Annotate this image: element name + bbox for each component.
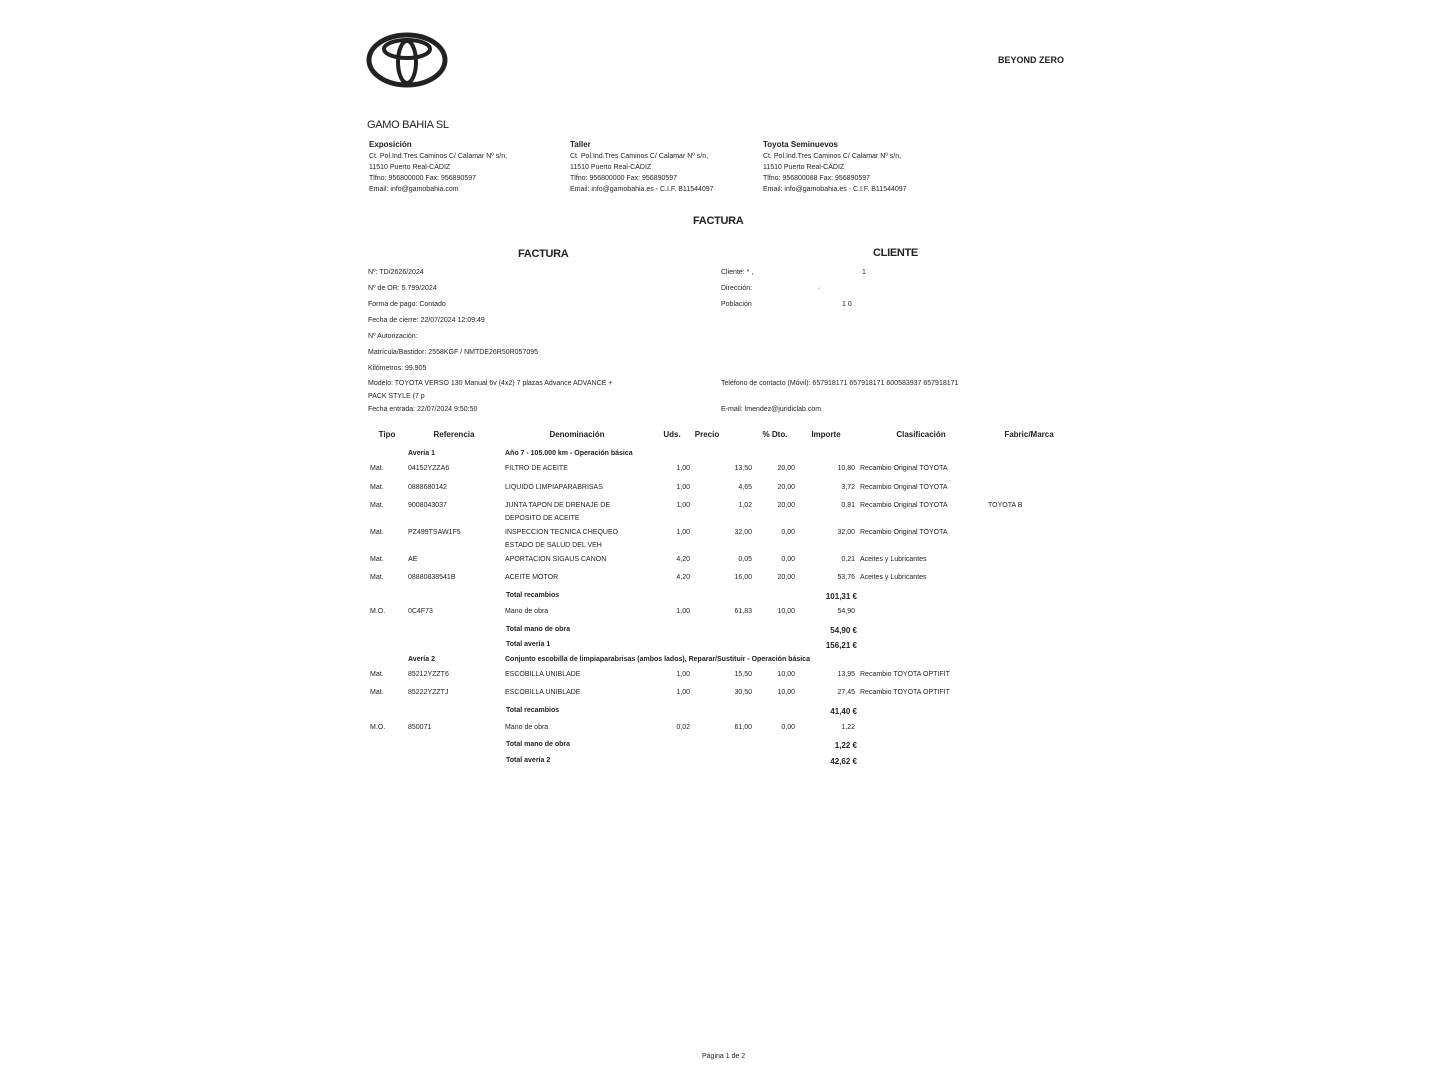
cell-price: 61,83 [734,608,752,615]
cell-reference: AE [408,556,418,563]
cell-units: 1,00 [676,502,690,509]
cell-type: Mat. [370,689,384,696]
cell-discount: 20,00 [777,484,795,491]
cell-amount: 54,90 [837,608,855,615]
invoice-field: Nº Autorización: [368,333,418,340]
cell-amount: 1,22 [841,724,855,731]
document-title: FACTURA [693,215,744,227]
cell-description: JUNTA TAPON DE DRENAJE DE [505,502,611,509]
office-line: 11510 Puerto Real-CÁDIZ [570,164,652,171]
office-line: Tlfno: 956800000 Fax: 956890597 [570,175,678,182]
client-heading: CLIENTE [873,247,918,259]
cell-description: ACEITE MOTOR [505,574,559,581]
toyota-logo [366,32,448,93]
cell-reference: 85212YZZT6 [408,671,449,678]
cell-classification: Aceites y Lubricantes [860,556,927,563]
total-label: Total avería 2 [506,757,551,764]
page-number: Página 1 de 2 [702,1053,746,1060]
cell-amount: 53,76 [837,574,855,581]
cell-classification: Recambio Original TOYOTA [860,465,948,472]
cell-price: 30,50 [734,689,752,696]
invoice-field: PACK STYLE (7 p [368,393,425,400]
cell-price: 4,65 [738,484,752,491]
cell-units: 1,00 [676,529,690,536]
cell-price: 0,05 [738,556,752,563]
column-header: % Dto. [762,430,788,439]
cell-description: INSPECCION TECNICA CHEQUEO [505,529,619,536]
cell-units: 4,20 [676,556,690,563]
cell-description: Mano de obra [505,608,549,615]
cell-type: Mat. [370,484,384,491]
office-line: Email: info@gamobahia.es - C.I.F. B11544097 [570,186,714,193]
brand-tagline: BEYOND ZERO [998,55,1065,65]
office-line: Email: info@gamobahia.es - C.I.F. B11544097 [763,186,907,193]
client-value: 1 [862,269,866,276]
city-label: Población [721,301,752,308]
cell-reference: 0C4F73 [408,608,433,615]
client-phone: Teléfono de contacto (Móvil): 657918171 657918171 600583937 657918171 [721,380,959,387]
office-line: Email: info@gamobahia.com [369,186,459,193]
office-title: Toyota Seminuevos [763,140,838,149]
cell-classification: Aceites y Lubricantes [860,574,927,581]
cell-units: 1,00 [676,484,690,491]
office-line: Ct. Pol.Ind.Tres Caminos C/ Calamar Nº s/n, [763,153,902,160]
office-line: Ct. Pol.Ind.Tres Caminos C/ Calamar Nº s/n, [570,153,709,160]
cell-type: Mat. [370,465,384,472]
cell-reference: 0888680142 [408,484,447,491]
cell-amount: 10,80 [837,465,855,472]
invoice-field: Kilómetros: 99.905 [368,365,427,372]
total-label: Total mano de obra [506,741,571,748]
cell-discount: 10,00 [777,689,795,696]
cell-description: ESTADO DE SALUD DEL VEH [505,542,602,549]
total-amount: 101,31 € [825,592,857,601]
invoice-field: Forma de pago: Contado [368,301,446,308]
company-name: GAMO BAHIA SL [367,119,449,131]
address-value: · [818,285,821,292]
total-label: Total recambios [506,707,560,714]
cell-units: 1,00 [676,608,690,615]
office-line: Ct. Pol.Ind.Tres Caminos C/ Calamar Nº s/n, [369,153,508,160]
office-line: Tlfno: 956800088 Fax: 956890597 [763,175,871,182]
cell-classification: Recambio TOYOTA OPTIFIT [860,671,950,678]
cell-units: 1,00 [676,465,690,472]
total-amount: 41,40 € [830,707,857,716]
total-amount: 42,62 € [830,757,857,766]
total-label: Total mano de obra [506,626,571,633]
group-description: Año 7 - 105.000 km - Operación básica [505,450,633,457]
cell-amount: 27,45 [837,689,855,696]
column-header: Importe [811,430,841,439]
cell-brand: TOYOTA B [988,502,1023,509]
client-email: E-mail: lmendez@juridiclab.com [721,406,822,413]
invoice-field: Matrícula/Bastidor: 2558KGF / NMTDE26R50R057095 [368,349,539,356]
total-amount: 156,21 € [825,641,857,650]
cell-amount: 13,95 [837,671,855,678]
invoice-field: Modelo: TOYOTA VERSO 130 Manual 6v (4x2) 7 plazas Advance ADVANCE + [368,380,613,387]
cell-price: 32,00 [734,529,752,536]
cell-price: 15,50 [734,671,752,678]
column-header: Tipo [378,430,396,439]
cell-description: LIQUIDO LIMPIAPARABRISAS [505,484,603,491]
cell-type: M.O. [370,608,386,615]
cell-discount: 0,00 [781,529,795,536]
client-label: Cliente: * , [721,269,754,276]
office-line: Tlfno: 956800000 Fax: 956890597 [369,175,477,182]
cell-price: 16,00 [734,574,752,581]
cell-reference: 08880838541B [408,574,456,581]
cell-amount: 0,81 [841,502,855,509]
cell-amount: 0,21 [841,556,855,563]
cell-description: APORTACION SIGAUS CANON [505,556,607,563]
office-line: 11510 Puerto Real-CÁDIZ [369,164,451,171]
cell-type: Mat. [370,556,384,563]
total-amount: 54,90 € [830,626,857,635]
group-description: Conjunto escobilla de limpiaparabrisas (ambos lados), Reparar/Sustituir - Operación básica [505,656,810,663]
cell-description: FILTRO DE ACEITE [505,465,568,472]
group-label: Avería 1 [408,450,435,457]
invoice-heading: FACTURA [518,248,569,260]
cell-type: Mat. [370,529,384,536]
cell-amount: 32,00 [837,529,855,536]
cell-classification: Recambio Original TOYOTA [860,502,948,509]
invoice-field: Fecha entrada: 22/07/2024 9:50:50 [368,406,478,413]
cell-type: Mat. [370,574,384,581]
address-label: Dirección: [721,285,753,292]
column-header: Precio [694,430,720,439]
cell-description: DEPOSITO DE ACEITE [505,515,580,522]
office-title: Taller [570,140,591,149]
city-value: 1 0 [842,301,852,308]
column-header: Fabric/Marca [1004,430,1054,439]
cell-reference: 850071 [408,724,432,731]
cell-reference: 9008043037 [408,502,447,509]
cell-units: 1,00 [676,689,690,696]
cell-reference: 04152YZZA6 [408,465,450,472]
cell-type: Mat. [370,671,384,678]
cell-description: Mano de obra [505,724,549,731]
cell-discount: 0,00 [781,556,795,563]
cell-type: M.O. [370,724,386,731]
cell-units: 4,20 [676,574,690,581]
cell-units: 0,02 [676,724,690,731]
cell-price: 1,02 [738,502,752,509]
cell-discount: 20,00 [777,574,795,581]
office-line: 11510 Puerto Real-CÁDIZ [763,164,845,171]
cell-discount: 10,00 [777,671,795,678]
group-label: Avería 2 [408,656,435,663]
cell-classification: Recambio Original TOYOTA [860,529,948,536]
cell-reference: PZ499TSAW1F5 [408,529,461,536]
cell-classification: Recambio Original TOYOTA [860,484,948,491]
cell-classification: Recambio TOYOTA OPTIFIT [860,689,950,696]
column-header: Uds. [663,430,681,439]
cell-discount: 20,00 [777,465,795,472]
cell-discount: 0,00 [781,724,795,731]
office-title: Exposición [369,140,412,149]
invoice-field: Nº de OR: 5.799/2024 [368,285,437,292]
cell-description: ESCOBILLA UNIBLADE [505,689,581,696]
invoice-field: Nº: TD/2626/2024 [368,269,424,276]
cell-reference: 85222YZZTJ [408,689,449,696]
cell-amount: 3,72 [841,484,855,491]
cell-description: ESCOBILLA UNIBLADE [505,671,581,678]
cell-price: 13,50 [734,465,752,472]
cell-price: 61,00 [734,724,752,731]
total-label: Total recambios [506,592,560,599]
column-header: Clasificación [896,430,946,439]
cell-type: Mat. [370,502,384,509]
column-header: Referencia [433,430,475,439]
column-header: Denominación [549,430,605,439]
total-label: Total avería 1 [506,641,551,648]
invoice-field: Fecha de cierre: 22/07/2024 12:09:49 [368,317,485,324]
cell-discount: 20,00 [777,502,795,509]
cell-discount: 10,00 [777,608,795,615]
total-amount: 1,22 € [834,741,857,750]
cell-units: 1,00 [676,671,690,678]
